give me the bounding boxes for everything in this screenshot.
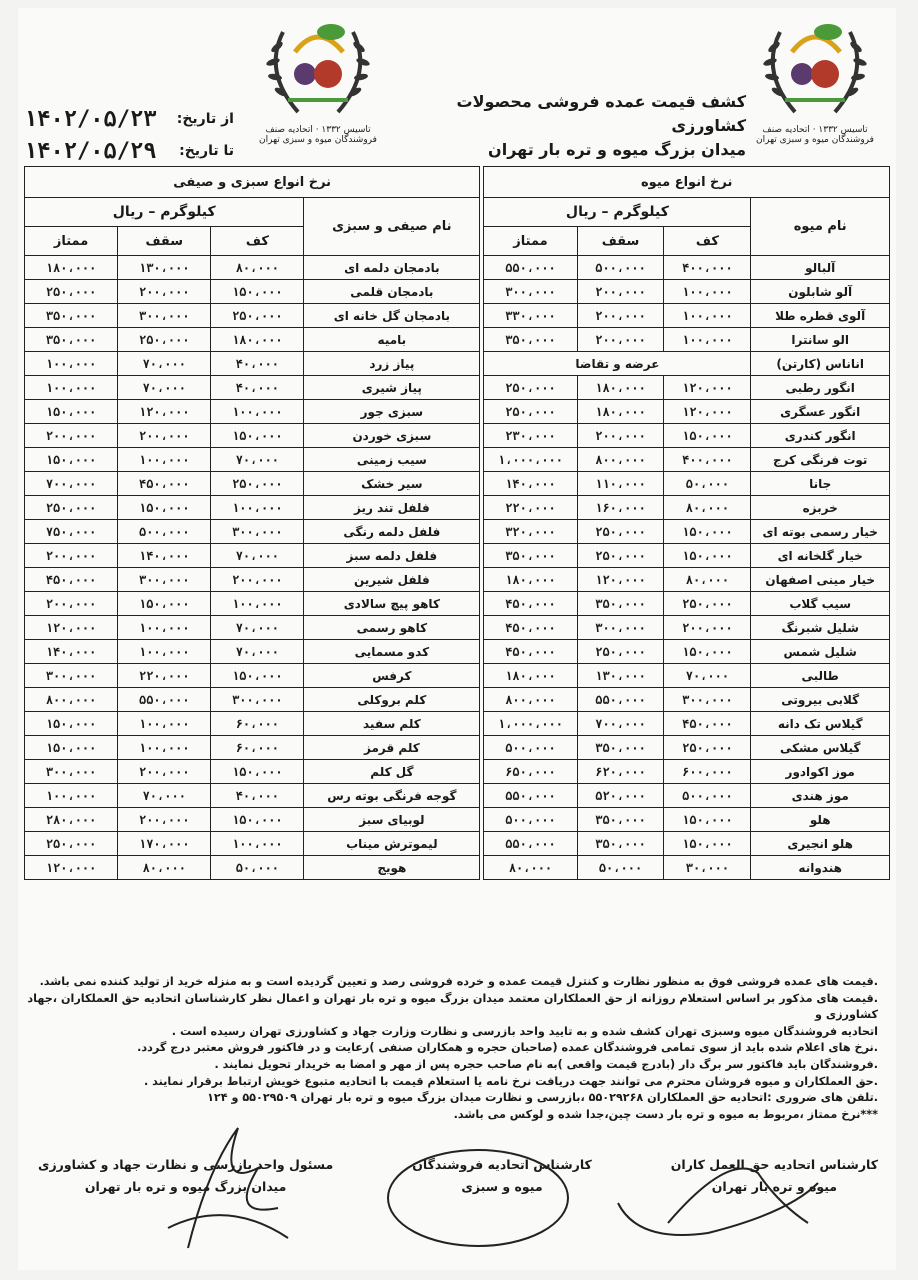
veg-unit-header: کیلوگرم – ریال [25,198,304,227]
fruit-max-cell: ۳۰۰،۰۰۰ [577,616,664,640]
fruit-max-cell: ۸۰۰،۰۰۰ [577,448,664,472]
fruit-min-cell: ۴۰۰،۰۰۰ [664,256,751,280]
laurel-wreath-icon [740,12,890,132]
veg-min-cell: ۱۸۰،۰۰۰ [211,328,304,352]
fruit-min-cell: ۸۰،۰۰۰ [664,496,751,520]
notes-block [18,974,878,1123]
fruit-name-cell: سیب گلاب [751,592,890,616]
table-row [25,280,890,304]
fruit-max-cell: ۳۵۰،۰۰۰ [577,808,664,832]
fruit-min-cell: ۸۰،۰۰۰ [664,568,751,592]
veg-premium-cell: ۲۵۰،۰۰۰ [25,496,118,520]
veg-max-cell: ۷۰،۰۰۰ [118,784,211,808]
price-table-body [25,256,890,880]
fruit-section-title: نرخ انواع میوه [484,167,890,198]
fruit-premium-cell: ۱۴۰،۰۰۰ [484,472,577,496]
fruit-premium-cell: ۱۸۰،۰۰۰ [484,568,577,592]
fruit-max-cell: ۱۶۰،۰۰۰ [577,496,664,520]
veg-min-cell: ۶۰،۰۰۰ [211,712,304,736]
fruit-max-cell: ۱۱۰،۰۰۰ [577,472,664,496]
veg-name-cell: سیر خشک [304,472,480,496]
fruit-min-cell: ۳۰،۰۰۰ [664,856,751,880]
fruit-min-cell: ۴۵۰،۰۰۰ [664,712,751,736]
fruit-max-cell: ۲۰۰،۰۰۰ [577,328,664,352]
fruit-max-cell: ۲۵۰،۰۰۰ [577,640,664,664]
fruit-name-cell: گیلاس مشکی [751,736,890,760]
fruit-premium-cell: ۶۵۰،۰۰۰ [484,760,577,784]
veg-min-cell: ۲۵۰،۰۰۰ [211,304,304,328]
fruit-name-cell: طالبی [751,664,890,688]
fruit-min-cell: ۳۰۰،۰۰۰ [664,688,751,712]
fruit-name-cell: هلو [751,808,890,832]
veg-premium-cell: ۱۰۰،۰۰۰ [25,784,118,808]
veg-premium-cell: ۱۵۰،۰۰۰ [25,736,118,760]
fruit-min-cell: ۴۰۰،۰۰۰ [664,448,751,472]
from-date-value: ۱۴۰۲/۰۵/۲۳ [24,106,157,132]
from-date-label: از تاریخ: [176,111,234,127]
veg-min-cell: ۱۰۰،۰۰۰ [211,592,304,616]
fruit-name-cell: هندوانه [751,856,890,880]
signature-block [38,1154,878,1198]
veg-name-cell: کلم بروکلی [304,688,480,712]
veg-name-cell: سبزی خوردن [304,424,480,448]
laurel-wreath-icon [243,12,393,132]
fruit-min-cell: ۱۵۰،۰۰۰ [664,424,751,448]
veg-max-cell: ۴۵۰،۰۰۰ [118,472,211,496]
veg-premium-cell: ۲۸۰،۰۰۰ [25,808,118,832]
fruit-min-cell: ۱۵۰،۰۰۰ [664,832,751,856]
table-row [25,400,890,424]
fruit-premium-cell: ۲۲۰،۰۰۰ [484,496,577,520]
veg-max-cell: ۸۰،۰۰۰ [118,856,211,880]
veg-premium-cell: ۱۲۰،۰۰۰ [25,856,118,880]
fruit-name-cell: شلیل شمس [751,640,890,664]
veg-max-cell: ۱۵۰،۰۰۰ [118,592,211,616]
veg-min-cell: ۱۰۰،۰۰۰ [211,400,304,424]
fruit-max-cell: ۵۲۰،۰۰۰ [577,784,664,808]
table-row [25,640,890,664]
veg-name-cell: کلم سفید [304,712,480,736]
fruit-max-cell: ۲۰۰،۰۰۰ [577,280,664,304]
fruit-max-header: سقف [577,227,664,256]
veg-max-cell: ۷۰،۰۰۰ [118,352,211,376]
veg-name-cell: گل کلم [304,760,480,784]
fruit-min-cell: ۲۰۰،۰۰۰ [664,616,751,640]
table-row [25,808,890,832]
fruit-unit-header: کیلوگرم – ریال [484,198,751,227]
fruit-premium-cell: ۵۵۰،۰۰۰ [484,784,577,808]
fruit-max-cell: ۲۰۰،۰۰۰ [577,424,664,448]
veg-min-cell: ۶۰،۰۰۰ [211,736,304,760]
veg-max-cell: ۱۰۰،۰۰۰ [118,712,211,736]
fruit-premium-cell: ۵۵۰،۰۰۰ [484,832,577,856]
veg-max-cell: ۵۵۰،۰۰۰ [118,688,211,712]
table-row [25,712,890,736]
fruit-premium-cell: ۴۵۰،۰۰۰ [484,640,577,664]
fruit-premium-cell: ۱،۰۰۰،۰۰۰ [484,712,577,736]
table-row [25,688,890,712]
veg-max-cell: ۱۴۰،۰۰۰ [118,544,211,568]
veg-max-cell: ۲۲۰،۰۰۰ [118,664,211,688]
veg-min-cell: ۱۰۰،۰۰۰ [211,496,304,520]
table-row [25,616,890,640]
veg-premium-cell: ۱۵۰،۰۰۰ [25,712,118,736]
fruit-max-cell: ۲۰۰،۰۰۰ [577,304,664,328]
veg-premium-cell: ۱۸۰،۰۰۰ [25,256,118,280]
fruit-name-cell: انگور عسگری [751,400,890,424]
fruit-name-cell: اناناس (کارتن) [751,352,890,376]
fruit-premium-cell: ۲۵۰،۰۰۰ [484,400,577,424]
veg-min-cell: ۴۰،۰۰۰ [211,784,304,808]
fruit-max-cell: ۱۸۰،۰۰۰ [577,376,664,400]
veg-max-cell: ۱۰۰،۰۰۰ [118,448,211,472]
fruit-premium-cell: ۳۳۰،۰۰۰ [484,304,577,328]
veg-name-cell: فلفل شیرین [304,568,480,592]
fruit-min-cell: ۵۰،۰۰۰ [664,472,751,496]
veg-name-cell: بادمجان دلمه ای [304,256,480,280]
veg-max-cell: ۱۰۰،۰۰۰ [118,640,211,664]
date-range [24,103,234,167]
union-logo: تاسیس ۱۳۳۲ · اتحادیه صنف فروشندگان میوه و سبزی تهران [243,12,393,147]
veg-max-cell: ۱۲۰،۰۰۰ [118,400,211,424]
veg-min-cell: ۱۵۰،۰۰۰ [211,424,304,448]
veg-min-cell: ۱۰۰،۰۰۰ [211,832,304,856]
note-line: .نرخ های اعلام شده باید از سوی تمامی فروشندگان عمده (صاحبان حجره و همکاران صنفی )رعایت و در فاکتور فروش معتبر درج گردد. [137,1041,878,1055]
to-date-label: تا تاریخ: [179,143,234,159]
fruit-min-cell: ۱۰۰،۰۰۰ [664,280,751,304]
veg-min-cell: ۷۰،۰۰۰ [211,544,304,568]
table-row [25,448,890,472]
veg-premium-cell: ۱۵۰،۰۰۰ [25,400,118,424]
veg-min-cell: ۸۰،۰۰۰ [211,256,304,280]
table-row [25,568,890,592]
veg-premium-cell: ۱۰۰،۰۰۰ [25,376,118,400]
veg-max-cell: ۱۰۰،۰۰۰ [118,736,211,760]
veg-min-cell: ۲۰۰،۰۰۰ [211,568,304,592]
fruit-name-cell: آلوی قطره طلا [751,304,890,328]
fruit-max-cell: ۳۵۰،۰۰۰ [577,832,664,856]
fruit-name-cell: موز هندی [751,784,890,808]
fruit-premium-cell: ۵۰۰،۰۰۰ [484,808,577,832]
table-row [25,496,890,520]
veg-premium-cell: ۲۵۰،۰۰۰ [25,832,118,856]
signature-commission-agents: کارشناس اتحادیه حق العمل کاران میوه و تره بار تهران [670,1157,878,1194]
table-row [25,520,890,544]
veg-premium-cell: ۷۵۰،۰۰۰ [25,520,118,544]
fruit-max-cell: ۵۰۰،۰۰۰ [577,256,664,280]
fruit-max-cell: ۶۲۰،۰۰۰ [577,760,664,784]
table-row [25,424,890,448]
note-line: .قیمت های عمده فروشی فوق به منظور نظارت و کنترل قیمت عمده و خرده فروشی رصد و تعیین گردیده است و به منزله خرید از تولید کننده نمی باشد. [39,975,878,988]
veg-name-cell: کدو مسمایی [304,640,480,664]
veg-name-cell: بامیه [304,328,480,352]
fruit-min-cell: ۶۰۰،۰۰۰ [664,760,751,784]
fruit-premium-cell: ۳۲۰،۰۰۰ [484,520,577,544]
veg-premium-cell: ۱۴۰،۰۰۰ [25,640,118,664]
veg-min-cell: ۴۰،۰۰۰ [211,352,304,376]
table-row [25,592,890,616]
veg-min-cell: ۳۰۰،۰۰۰ [211,520,304,544]
veg-max-cell: ۱۳۰،۰۰۰ [118,256,211,280]
fruit-name-cell: خیار مینی اصفهان [751,568,890,592]
veg-premium-cell: ۲۰۰،۰۰۰ [25,544,118,568]
union-logo-right: تاسیس ۱۳۳۲ · اتحادیه صنف فروشندگان میوه و سبزی تهران [740,12,890,147]
table-row [25,352,890,376]
table-row [25,736,890,760]
fruit-min-header: کف [664,227,751,256]
veg-min-cell: ۷۰،۰۰۰ [211,616,304,640]
veg-max-cell: ۱۷۰،۰۰۰ [118,832,211,856]
fruit-max-cell: ۳۵۰،۰۰۰ [577,592,664,616]
veg-name-cell: هویج [304,856,480,880]
fruit-premium-cell: ۳۵۰،۰۰۰ [484,328,577,352]
veg-min-cell: ۵۰،۰۰۰ [211,856,304,880]
note-line: .فروشندگان باید فاکتور سر برگ دار (بادرج قیمت واقعی )به نام صاحب حجره پس از مهر و امضا به خریدار تحویل نمایند . [214,1057,878,1071]
veg-min-cell: ۲۵۰،۰۰۰ [211,472,304,496]
veg-premium-cell: ۴۵۰،۰۰۰ [25,568,118,592]
veg-min-cell: ۱۵۰،۰۰۰ [211,664,304,688]
veg-name-cell: سبزی جور [304,400,480,424]
fruit-min-cell: ۱۰۰،۰۰۰ [664,304,751,328]
fruit-min-cell: ۱۵۰،۰۰۰ [664,640,751,664]
veg-min-header: کف [211,227,304,256]
fruit-max-cell: ۱۲۰،۰۰۰ [577,568,664,592]
fruit-max-cell: ۲۵۰،۰۰۰ [577,520,664,544]
veg-premium-cell: ۲۵۰،۰۰۰ [25,280,118,304]
veg-min-cell: ۷۰،۰۰۰ [211,448,304,472]
to-date-value: ۱۴۰۲/۰۵/۲۹ [24,138,157,164]
veg-max-cell: ۲۰۰،۰۰۰ [118,280,211,304]
veg-max-cell: ۳۰۰،۰۰۰ [118,568,211,592]
fruit-min-cell: ۱۲۰،۰۰۰ [664,400,751,424]
note-line: .قیمت های مذکور بر اساس استعلام روزانه از حق العملکاران معتمد میدان بزرگ میوه و تره بار تهران و اعمال نظر کارشناسان اتحادیه حق العملکاران ،جهاد کشاورزی و [27,991,878,1022]
fruit-name-cell: گلابی بیروتی [751,688,890,712]
veg-name-cell: فلفل دلمه رنگی [304,520,480,544]
fruit-name-cell: خیار گلخانه ای [751,544,890,568]
fruit-max-cell: ۵۵۰،۰۰۰ [577,688,664,712]
veg-max-cell: ۷۰،۰۰۰ [118,376,211,400]
fruit-name-cell: موز اکوادور [751,760,890,784]
document-title [416,90,746,162]
table-row [25,664,890,688]
title-line-1: کشف قیمت عمده فروشی محصولات کشاورزی [456,92,746,135]
veg-name-cell: گوجه فرنگی بوته رس [304,784,480,808]
fruit-max-cell: ۳۵۰،۰۰۰ [577,736,664,760]
fruit-name-cell: توت فرنگی کرج [751,448,890,472]
table-row [25,760,890,784]
fruit-premium-cell: ۵۵۰،۰۰۰ [484,256,577,280]
fruit-max-cell: ۲۵۰،۰۰۰ [577,544,664,568]
fruit-name-cell: آلو شابلون [751,280,890,304]
veg-section-title: نرخ انواع سبزی و صیفی [25,167,480,198]
veg-max-cell: ۵۰۰،۰۰۰ [118,520,211,544]
veg-name-cell: بادمجان گل خانه ای [304,304,480,328]
from-date-row [24,103,234,135]
veg-max-header: سقف [118,227,211,256]
veg-max-cell: ۲۰۰،۰۰۰ [118,760,211,784]
veg-max-cell: ۱۰۰،۰۰۰ [118,616,211,640]
table-row [25,784,890,808]
fruit-premium-cell: ۴۵۰،۰۰۰ [484,616,577,640]
veg-premium-cell: ۸۰۰،۰۰۰ [25,688,118,712]
note-line: .حق العملکاران و میوه فروشان محترم می توانند جهت دریافت نرخ نامه یا استعلام قیمت با اتحادیه متبوع خویش ارتباط برقرار نمایند . [144,1074,878,1088]
veg-max-cell: ۲۵۰،۰۰۰ [118,328,211,352]
fruit-max-cell: ۵۰،۰۰۰ [577,856,664,880]
veg-name-cell: کاهو رسمی [304,616,480,640]
fruit-name-cell: آلبالو [751,256,890,280]
veg-premium-cell: ۳۵۰،۰۰۰ [25,328,118,352]
veg-premium-cell: ۱۵۰،۰۰۰ [25,448,118,472]
note-line: ***نرخ ممتاز ،مربوط به میوه و تره بار دست چین،جدا شده و لوکس می باشد. [453,1107,878,1121]
veg-min-cell: ۴۰،۰۰۰ [211,376,304,400]
veg-name-header: نام صیفی و سبزی [304,198,480,256]
fruit-name-cell: شلیل شبرنگ [751,616,890,640]
fruit-premium-cell: ۳۰۰،۰۰۰ [484,280,577,304]
table-row [25,856,890,880]
table-row [25,328,890,352]
veg-name-cell: فلفل دلمه سبز [304,544,480,568]
price-table [24,166,890,880]
fruit-premium-cell: ۱۸۰،۰۰۰ [484,664,577,688]
fruit-min-cell: ۲۵۰،۰۰۰ [664,736,751,760]
price-sheet [18,8,896,1270]
veg-premium-cell: ۳۰۰،۰۰۰ [25,664,118,688]
fruit-max-cell: ۱۸۰،۰۰۰ [577,400,664,424]
signature-inspection-unit: مسئول واحد بازرسی و نظارت جهاد و کشاورزی میدان بزرگ میوه و تره بار تهران [38,1157,334,1194]
veg-name-cell: سیب زمینی [304,448,480,472]
veg-premium-cell: ۱۰۰،۰۰۰ [25,352,118,376]
table-row [25,832,890,856]
fruit-premium-header: ممتاز [484,227,577,256]
veg-max-cell: ۲۰۰،۰۰۰ [118,808,211,832]
veg-name-cell: لوبیای سبز [304,808,480,832]
veg-name-cell: پیاز زرد [304,352,480,376]
veg-max-cell: ۱۵۰،۰۰۰ [118,496,211,520]
table-row [25,544,890,568]
fruit-min-cell: ۲۵۰،۰۰۰ [664,592,751,616]
note-line: اتحادیه فروشندگان میوه وسبزی تهران کشف شده و به تایید واحد بازرسی و نظارت وزارت جهاد و کشاورزی تهران رسیده است . [171,1024,878,1038]
table-row [25,304,890,328]
to-date-row [24,135,234,167]
veg-max-cell: ۳۰۰،۰۰۰ [118,304,211,328]
fruit-name-cell: انگور کندری [751,424,890,448]
fruit-name-cell: جانا [751,472,890,496]
veg-premium-cell: ۱۲۰،۰۰۰ [25,616,118,640]
veg-name-cell: پیاز شیری [304,376,480,400]
fruit-min-cell: ۱۵۰،۰۰۰ [664,520,751,544]
fruit-premium-cell: ۲۳۰،۰۰۰ [484,424,577,448]
veg-premium-header: ممتاز [25,227,118,256]
fruit-min-cell: ۱۲۰،۰۰۰ [664,376,751,400]
veg-name-cell: لیموترش میناب [304,832,480,856]
fruit-max-cell: ۱۳۰،۰۰۰ [577,664,664,688]
fruit-supply-note: عرضه و تقاضا [484,352,751,376]
veg-min-cell: ۱۵۰،۰۰۰ [211,280,304,304]
table-row [25,256,890,280]
fruit-premium-cell: ۱،۰۰۰،۰۰۰ [484,448,577,472]
fruit-premium-cell: ۲۵۰،۰۰۰ [484,376,577,400]
veg-min-cell: ۷۰،۰۰۰ [211,640,304,664]
veg-name-cell: کاهو پیچ سالادی [304,592,480,616]
veg-name-cell: کلم قرمز [304,736,480,760]
veg-premium-cell: ۲۰۰،۰۰۰ [25,424,118,448]
table-row [25,376,890,400]
veg-premium-cell: ۳۰۰،۰۰۰ [25,760,118,784]
fruit-min-cell: ۱۵۰،۰۰۰ [664,808,751,832]
veg-min-cell: ۱۵۰،۰۰۰ [211,808,304,832]
table-row [25,472,890,496]
veg-premium-cell: ۳۵۰،۰۰۰ [25,304,118,328]
fruit-name-cell: خیار رسمی بوته ای [751,520,890,544]
fruit-min-cell: ۵۰۰،۰۰۰ [664,784,751,808]
veg-min-cell: ۳۰۰،۰۰۰ [211,688,304,712]
fruit-name-cell: گیلاس تک دانه [751,712,890,736]
veg-max-cell: ۲۰۰،۰۰۰ [118,424,211,448]
note-line: .تلفن های ضروری :اتحادیه حق العملکاران ۵۵۰۲۹۲۶۸ ،بازرسی و نظارت میدان بزرگ میوه و تره بار تهران ۵۵۰۲۹۵۰۹ و ۱۲۴ [207,1091,878,1105]
fruit-name-header: نام میوه [751,198,890,256]
fruit-premium-cell: ۸۰،۰۰۰ [484,856,577,880]
fruit-premium-cell: ۴۵۰،۰۰۰ [484,592,577,616]
veg-premium-cell: ۷۰۰،۰۰۰ [25,472,118,496]
fruit-premium-cell: ۵۰۰،۰۰۰ [484,736,577,760]
signature-retailers-union: کارشناس اتحادیه فروشندگان میوه و سبزی [412,1157,592,1194]
fruit-min-cell: ۱۵۰،۰۰۰ [664,544,751,568]
veg-name-cell: فلفل تند ریز [304,496,480,520]
fruit-premium-cell: ۸۰۰،۰۰۰ [484,688,577,712]
veg-premium-cell: ۲۰۰،۰۰۰ [25,592,118,616]
veg-name-cell: بادمجان قلمی [304,280,480,304]
title-line-2: میدان بزرگ میوه و تره بار تهران [488,140,746,159]
fruit-min-cell: ۷۰،۰۰۰ [664,664,751,688]
veg-name-cell: کرفس [304,664,480,688]
fruit-premium-cell: ۳۵۰،۰۰۰ [484,544,577,568]
veg-min-cell: ۱۵۰،۰۰۰ [211,760,304,784]
fruit-name-cell: خربزه [751,496,890,520]
fruit-name-cell: انگور رطبی [751,376,890,400]
fruit-max-cell: ۷۰۰،۰۰۰ [577,712,664,736]
fruit-name-cell: هلو انجیری [751,832,890,856]
fruit-name-cell: الو سانترا [751,328,890,352]
fruit-min-cell: ۱۰۰،۰۰۰ [664,328,751,352]
